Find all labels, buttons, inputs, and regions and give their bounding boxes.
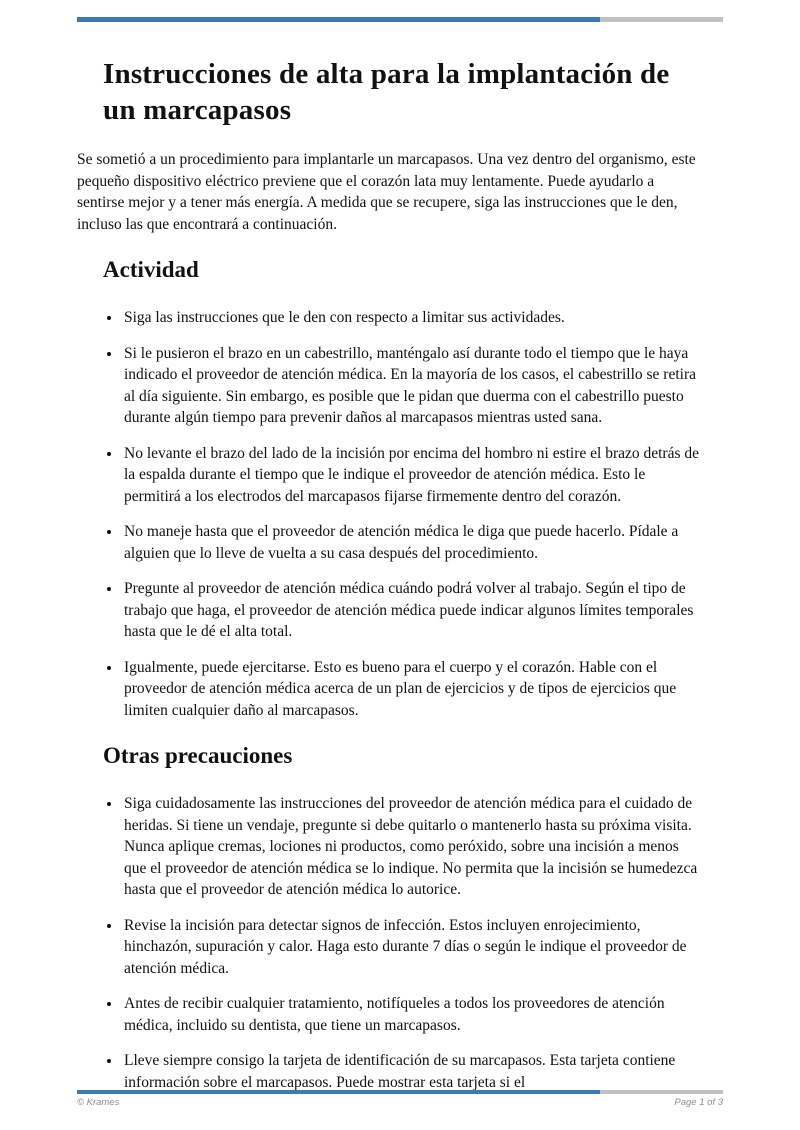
- list-item: • Igualmente, puede ejercitarse. Esto es bueno para el cuerpo y el corazón. Hable con el proveedor de atención médica acerca de un plan de ejercicios y de tipos de ejercicios que limiten cualquier daño al marcapasos.: [122, 657, 705, 722]
- list-item: • Lleve siempre consigo la tarjeta de identificación de su marcapasos. Esta tarjeta contiene información sobre el marcapasos. Puede mostrar esta tarjeta si el: [122, 1050, 705, 1093]
- page-footer: [77, 1090, 723, 1108]
- list-item: • No maneje hasta que el proveedor de atención médica le diga que puede hacerlo. Pídale a alguien que lo lleve de vuelta a su casa después del procedimiento.: [122, 521, 705, 564]
- footer-page-number: Page 1 of 3: [674, 1097, 723, 1108]
- top-rule-blue-segment: [77, 17, 600, 22]
- list-item: • Pregunte al proveedor de atención médica cuándo podrá volver al trabajo. Según el tipo de trabajo que haga, el proveedor de atención médica puede indicar algunos límites temporales hasta que le dé el alta total.: [122, 578, 705, 643]
- footer-rule-gray-segment: [600, 1090, 723, 1094]
- footer-copyright: © Krames: [77, 1097, 120, 1108]
- footer-rule: [77, 1090, 723, 1094]
- intro-paragraph: Se sometió a un procedimiento para implantarle un marcapasos. Una vez dentro del organismo, este pequeño dispositivo eléctrico previene que el corazón lata muy lentamente. Puede ayudarlo a sentirse mejor y a tener más energía. A medida que se recupere, siga las instrucciones que le den, incluso las que encontrará a continuación.: [77, 151, 696, 233]
- section-heading-otras-precauciones: Otras precauciones: [103, 743, 293, 768]
- list-item: • Antes de recibir cualquier tratamiento, notifíqueles a todos los proveedores de atención médica, incluido su dentista, que tiene un marcapasos.: [122, 993, 705, 1036]
- list-item: • Siga las instrucciones que le den con respecto a limitar sus actividades.: [122, 307, 705, 329]
- page-title: Instrucciones de alta para la implantación de un marcapasos: [103, 58, 670, 126]
- otras-precauciones-bullet-list: [77, 793, 705, 1093]
- footer-rule-blue-segment: [77, 1090, 600, 1094]
- list-item: • No levante el brazo del lado de la incisión por encima del hombro ni estire el brazo detrás de la espalda durante el tiempo que le indique el proveedor de atención médica. Esto le permitirá a los electrodos del marcapasos fijarse firmemente dentro del corazón.: [122, 443, 705, 508]
- list-item: • Si le pusieron el brazo en un cabestrillo, manténgalo así durante todo el tiempo que le haya indicado el proveedor de atención médica. En la mayoría de los casos, el cabestrillo se retira al día siguiente. Sin embargo, es posible que le pidan que duerma con el cabestrillo puesto durante algún tiempo para prevenir daños al marcapasos mientras usted sana.: [122, 343, 705, 429]
- top-rule: [77, 17, 723, 22]
- top-rule-gray-segment: [600, 17, 723, 22]
- section-heading-actividad: Actividad: [103, 257, 199, 282]
- list-item: • Revise la incisión para detectar signos de infección. Estos incluyen enrojecimiento, hinchazón, supuración y calor. Haga esto durante 7 días o según le indique el proveedor de atención médica.: [122, 915, 705, 980]
- list-item: • Siga cuidadosamente las instrucciones del proveedor de atención médica para el cuidado de heridas. Si tiene un vendaje, pregunte si debe quitarlo o mantenerlo hasta su próxima visita. Nunca aplique cremas, lociones ni productos, como peróxido, sobre una incisión a menos que el proveedor de atención médica se lo indique. No permita que la incisión se humedezca hasta que el proveedor de atención médica lo autorice.: [122, 793, 705, 901]
- actividad-bullet-list: [77, 307, 705, 721]
